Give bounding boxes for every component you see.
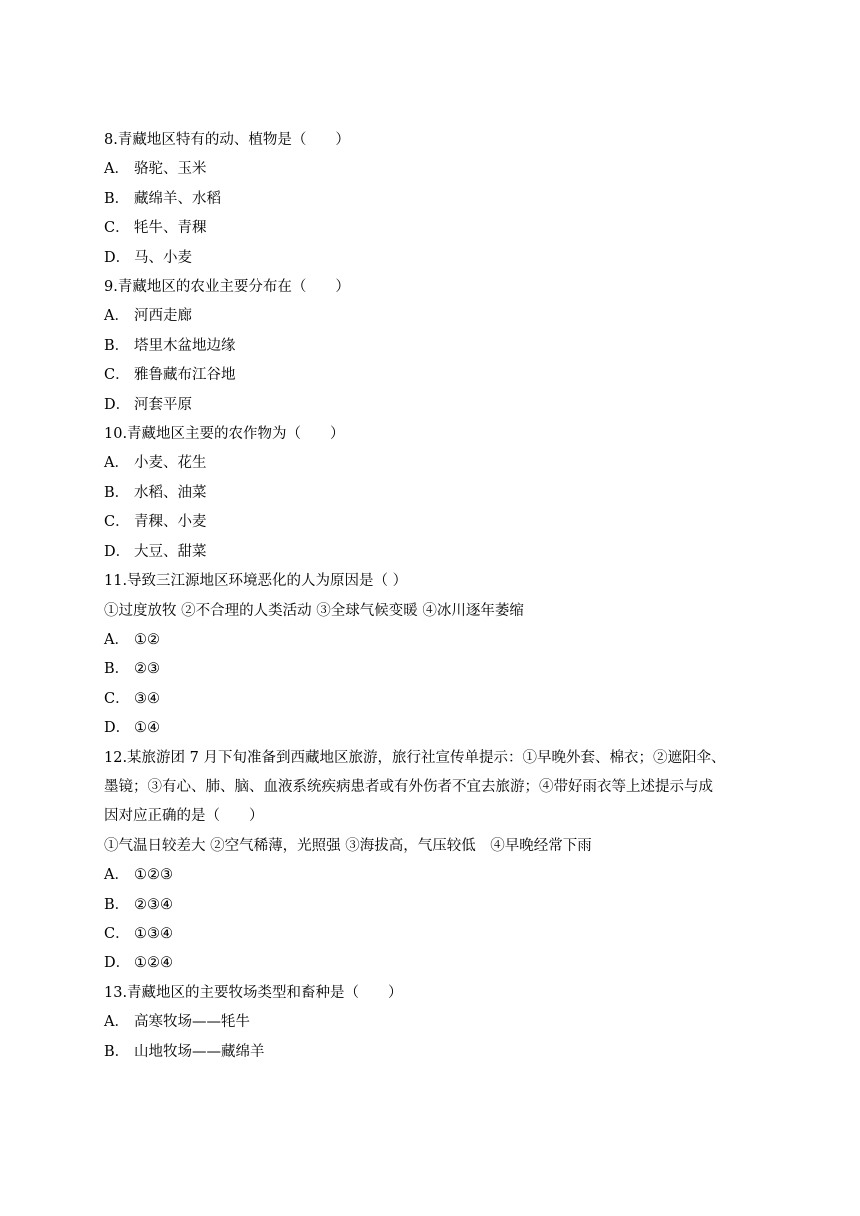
question-9-option-a <box>104 302 764 331</box>
option-text: ③④ <box>134 690 160 707</box>
question-11-option-b <box>104 655 764 684</box>
option-letter: B． <box>104 1043 130 1060</box>
option-text: ②③ <box>134 661 160 678</box>
question-12-option-c <box>104 920 764 949</box>
question-12-option-b <box>104 891 764 920</box>
option-letter: C． <box>104 925 130 942</box>
option-text: 藏绵羊、水稻 <box>134 190 221 207</box>
question-13-option-b <box>104 1038 764 1067</box>
option-text: 塔里木盆地边缘 <box>134 337 236 354</box>
question-11-option-c <box>104 685 764 714</box>
option-letter: A． <box>104 867 129 884</box>
question-11-option-d <box>104 714 764 743</box>
option-text: ②③④ <box>134 896 173 913</box>
question-12-option-d <box>104 949 764 978</box>
option-text: 高寒牧场——牦牛 <box>134 1014 250 1031</box>
option-text: ①④ <box>134 720 160 737</box>
question-11-stem: 11.导致三江源地区环境恶化的人为原因是（ ） <box>104 573 408 590</box>
option-letter: B． <box>104 337 130 354</box>
option-letter: A． <box>104 161 129 178</box>
question-10-option-c <box>104 508 764 537</box>
option-text: 小麦、花生 <box>134 455 207 472</box>
option-letter: A． <box>104 455 129 472</box>
question-8-stem: 8.青藏地区特有的动、植物是（ ） <box>104 132 350 148</box>
option-text: 河西走廊 <box>134 308 192 325</box>
option-letter: D． <box>104 543 131 560</box>
question-9-option-b <box>104 332 764 361</box>
question-8-option-b <box>104 185 764 214</box>
question-list <box>104 126 764 1067</box>
option-letter: A． <box>104 1014 129 1031</box>
option-text: ①② <box>134 631 160 648</box>
option-letter: B． <box>104 896 130 913</box>
question-13-option-a <box>104 1008 764 1037</box>
option-letter: D． <box>104 396 131 413</box>
question-12-stem-line-1: 12.某旅游团 7 月下旬准备到西藏地区旅游，旅行社宣传单提示：①早晚外套、棉衣；②遮阳伞、 <box>104 749 726 766</box>
question-10-option-b <box>104 479 764 508</box>
option-letter: C． <box>104 220 130 237</box>
question-12-stem-line-2: 墨镜；③有心、肺、脑、血液系统疾病患者或有外伤者不宜去旅游；④带好雨衣等上述提示与成 <box>104 778 713 795</box>
option-text: 青稞、小麦 <box>134 514 207 531</box>
option-letter: D． <box>104 720 131 737</box>
option-text: 河套平原 <box>134 396 192 413</box>
question-10-stem: 10.青藏地区主要的农作物为（ ） <box>104 426 345 443</box>
option-letter: D． <box>104 249 131 266</box>
option-text: 马、小麦 <box>134 249 192 266</box>
question-9-stem: 9.青藏地区的农业主要分布在（ ） <box>104 279 350 296</box>
question-12-option-a <box>104 861 764 890</box>
option-text: ①②④ <box>134 955 173 972</box>
option-letter: A． <box>104 308 129 325</box>
option-text: 牦牛、青稞 <box>134 220 207 237</box>
option-letter: C． <box>104 690 130 707</box>
option-text: ①③④ <box>134 925 173 942</box>
option-text: 雅鲁藏布江谷地 <box>134 367 236 384</box>
question-9-option-c <box>104 361 764 390</box>
option-text: 水稻、油菜 <box>134 484 207 501</box>
option-text: ①②③ <box>134 867 173 884</box>
question-12-statements: ①气温日较差大 ②空气稀薄，光照强 ③海拔高，气压较低 ④早晚经常下雨 <box>104 837 592 854</box>
question-11-statements: ①过度放牧 ②不合理的人类活动 ③全球气候变暖 ④冰川逐年萎缩 <box>104 602 524 619</box>
option-text: 大豆、甜菜 <box>134 543 207 560</box>
option-letter: D． <box>104 955 131 972</box>
option-letter: C． <box>104 367 130 384</box>
option-letter: A． <box>104 631 129 648</box>
question-13-stem: 13.青藏地区的主要牧场类型和畜种是（ ） <box>104 984 403 1001</box>
option-text: 山地牧场——藏绵羊 <box>134 1043 265 1060</box>
option-letter: B． <box>104 190 130 207</box>
option-letter: C． <box>104 514 130 531</box>
question-8-option-a <box>104 155 764 184</box>
option-letter: B． <box>104 484 130 501</box>
question-12-stem-line-3: 因对应正确的是（ ） <box>104 808 264 825</box>
question-8-option-d <box>104 244 764 273</box>
question-10-option-a <box>104 449 764 478</box>
option-text: 骆驼、玉米 <box>134 161 207 178</box>
option-letter: B． <box>104 661 130 678</box>
question-11-option-a <box>104 626 764 655</box>
question-9-option-d <box>104 391 764 420</box>
question-10-option-d <box>104 538 764 567</box>
question-8-option-c <box>104 214 764 243</box>
